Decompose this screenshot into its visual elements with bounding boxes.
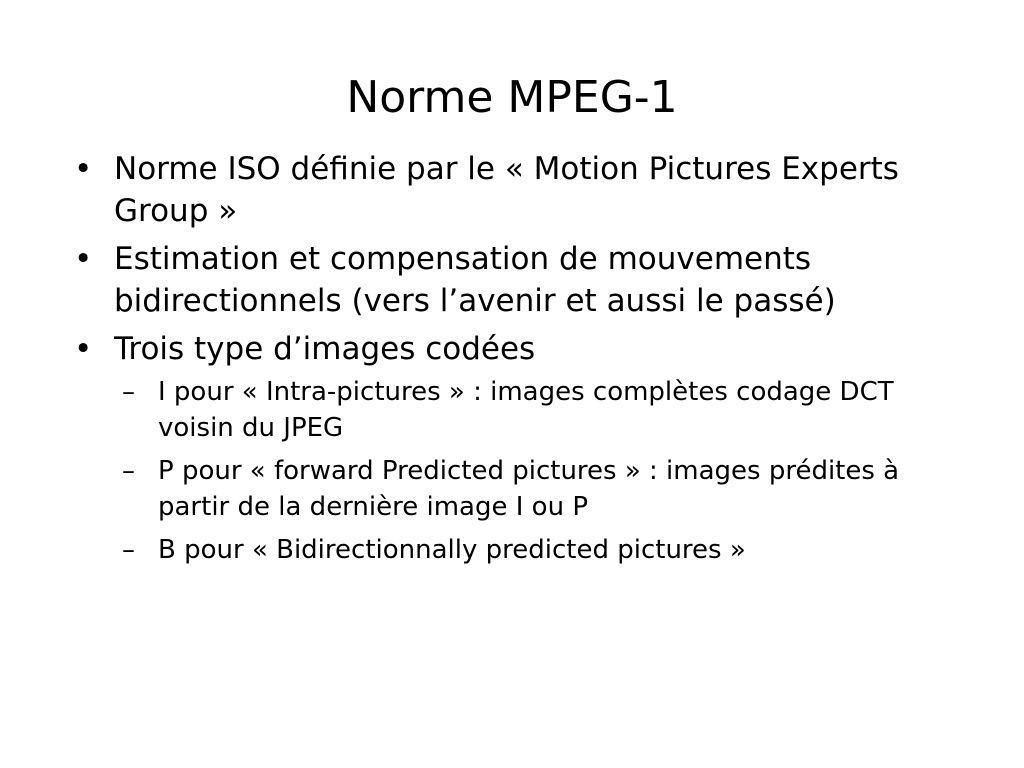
bullet-text: Norme ISO définie par le « Motion Pictures Experts Group »	[114, 151, 899, 229]
bullet-text: Estimation et compensation de mouvements bidirectionnels (vers l’avenir et aussi le passé)	[114, 241, 836, 319]
bullet-icon: •	[74, 151, 93, 187]
dash-icon: –	[122, 456, 135, 486]
sub-item-text: P pour « forward Predicted pictures » : images prédites à partir de la dernière image I ou P	[158, 456, 900, 522]
bullet-icon: •	[74, 241, 93, 277]
bullet-list	[74, 148, 954, 575]
sub-item-i-pictures	[114, 374, 954, 446]
sub-item-b-pictures	[114, 532, 954, 568]
bullet-item-estimation	[74, 238, 954, 322]
sub-bullet-list	[114, 374, 954, 568]
dash-icon: –	[122, 535, 135, 565]
sub-item-p-pictures	[114, 453, 954, 525]
bullet-item-iso	[74, 148, 954, 232]
bullet-text: Trois type d’images codées	[114, 331, 536, 367]
sub-item-text: B pour « Bidirectionnally predicted pictures »	[158, 535, 746, 565]
sub-item-text: I pour « Intra-pictures » : images complètes codage DCT voisin du JPEG	[158, 377, 894, 443]
bullet-icon: •	[74, 331, 93, 367]
slide-title: Norme MPEG-1	[346, 72, 678, 123]
bullet-item-types	[74, 328, 954, 568]
dash-icon: –	[122, 377, 135, 407]
